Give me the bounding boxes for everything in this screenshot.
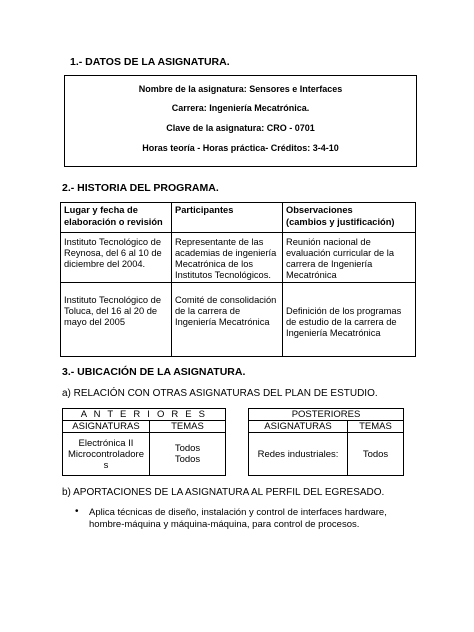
contribution-text	[89, 507, 409, 531]
section1-heading: 1.- DATOS DE LA ASIGNATURA.	[70, 56, 230, 68]
anteriores-asignatura	[63, 433, 150, 476]
col-place-date-line: Lugar y fecha de	[64, 205, 138, 215]
col-participants	[172, 203, 283, 233]
career: Carrera: Ingeniería Mecatrónica.	[171, 103, 310, 113]
cell-line: Representante de las	[175, 237, 264, 247]
table-row	[61, 233, 416, 283]
cell-line: s	[103, 459, 109, 471]
cell-line: Ingeniería Mecatrónica	[286, 328, 381, 338]
col-observations-line: (cambios y justificación)	[286, 217, 395, 227]
cell-line: Todos	[174, 454, 201, 465]
previous-courses-table	[62, 408, 226, 476]
row1-observations	[283, 233, 416, 283]
cell-line: Electrónica II	[78, 437, 134, 449]
course-data-box	[64, 75, 417, 167]
next-courses-table	[248, 408, 404, 476]
section3-heading: 3.- UBICACIÓN DE LA ASIGNATURA.	[62, 366, 246, 378]
posteriores-temas: Todos	[348, 433, 404, 476]
cell-line: diciembre del 2004.	[64, 259, 146, 269]
course-code: Clave de la asignatura: CRO - 0701	[166, 123, 315, 133]
cell-line: Instituto Tecnológico de	[64, 237, 161, 247]
course-name: Nombre de la asignatura: Sensores e Interfaces	[138, 84, 343, 94]
cell-line: Microcontroladore	[67, 448, 145, 460]
anteriores-temas	[150, 433, 226, 476]
cell-line: Institutos Tecnológicos.	[175, 270, 271, 280]
cell-line: Reunión nacional de	[286, 237, 371, 247]
cell-line: Definición de los programas	[286, 306, 402, 316]
cell-line: evaluación curricular de la	[286, 248, 395, 258]
anteriores-title: A N T E R I O R E S	[63, 409, 226, 421]
posteriores-col-temas: TEMAS	[348, 421, 404, 433]
section2-heading: 2.- HISTORIA DEL PROGRAMA.	[62, 182, 219, 194]
cell-line: Instituto Tecnológico de	[64, 295, 161, 305]
cell-line: Ingeniería Mecatrónica	[175, 317, 270, 327]
cell-line: mayo del 2005	[64, 317, 125, 327]
row1-participants	[172, 233, 283, 283]
cell-line: Comité de consolidación	[175, 295, 277, 305]
cell-line: Mecatrónica de los	[175, 259, 254, 269]
cell-line: Toluca, del 16 al 20 de	[64, 306, 158, 316]
hours-credits: Horas teoría - Horas práctica- Créditos: 3-4-10	[142, 143, 339, 153]
history-table	[60, 202, 416, 357]
cell-line: Reynosa, del 6 al 10 de	[64, 248, 162, 258]
cell-line: carrera de Ingeniería	[286, 259, 373, 269]
anteriores-col-temas: TEMAS	[150, 421, 226, 433]
col-observations-line: Observaciones	[286, 205, 353, 215]
col-participants-line: Participantes	[175, 205, 234, 215]
contribution-line: Aplica técnicas de diseño, instalación y control de interfaces hardware,	[89, 507, 387, 518]
cell-line: de estudio de la carrera de	[286, 317, 397, 327]
anteriores-col-asignaturas: ASIGNATURAS	[63, 421, 150, 433]
relation-subheading: a) RELACIÓN CON OTRAS ASIGNATURAS DEL PLAN DE ESTUDIO.	[62, 388, 378, 399]
row2-place	[61, 283, 172, 357]
cell-line: Mecatrónica	[286, 270, 337, 280]
table-row	[61, 283, 416, 357]
cell-line: de la carrera de	[175, 306, 241, 316]
col-place-date-line: elaboración o revisión	[64, 217, 163, 227]
row1-place	[61, 233, 172, 283]
row2-observations	[283, 283, 416, 357]
posteriores-asignatura: Redes industriales:	[249, 433, 348, 476]
cell-line: academias de ingeniería	[175, 248, 277, 258]
bullet-icon: •	[75, 506, 79, 517]
posteriores-title: POSTERIORES	[249, 409, 404, 421]
row2-participants	[172, 283, 283, 357]
contribution-subheading: b) APORTACIONES DE LA ASIGNATURA AL PERFIL DEL EGRESADO.	[62, 487, 385, 498]
history-header-row	[61, 203, 416, 233]
col-observations	[283, 203, 416, 233]
cell-line: Todos	[174, 443, 201, 454]
col-place-date	[61, 203, 172, 233]
posteriores-col-asignaturas: ASIGNATURAS	[249, 421, 348, 433]
contribution-line: hombre-máquina y máquina-máquina, para control de procesos.	[89, 519, 360, 530]
